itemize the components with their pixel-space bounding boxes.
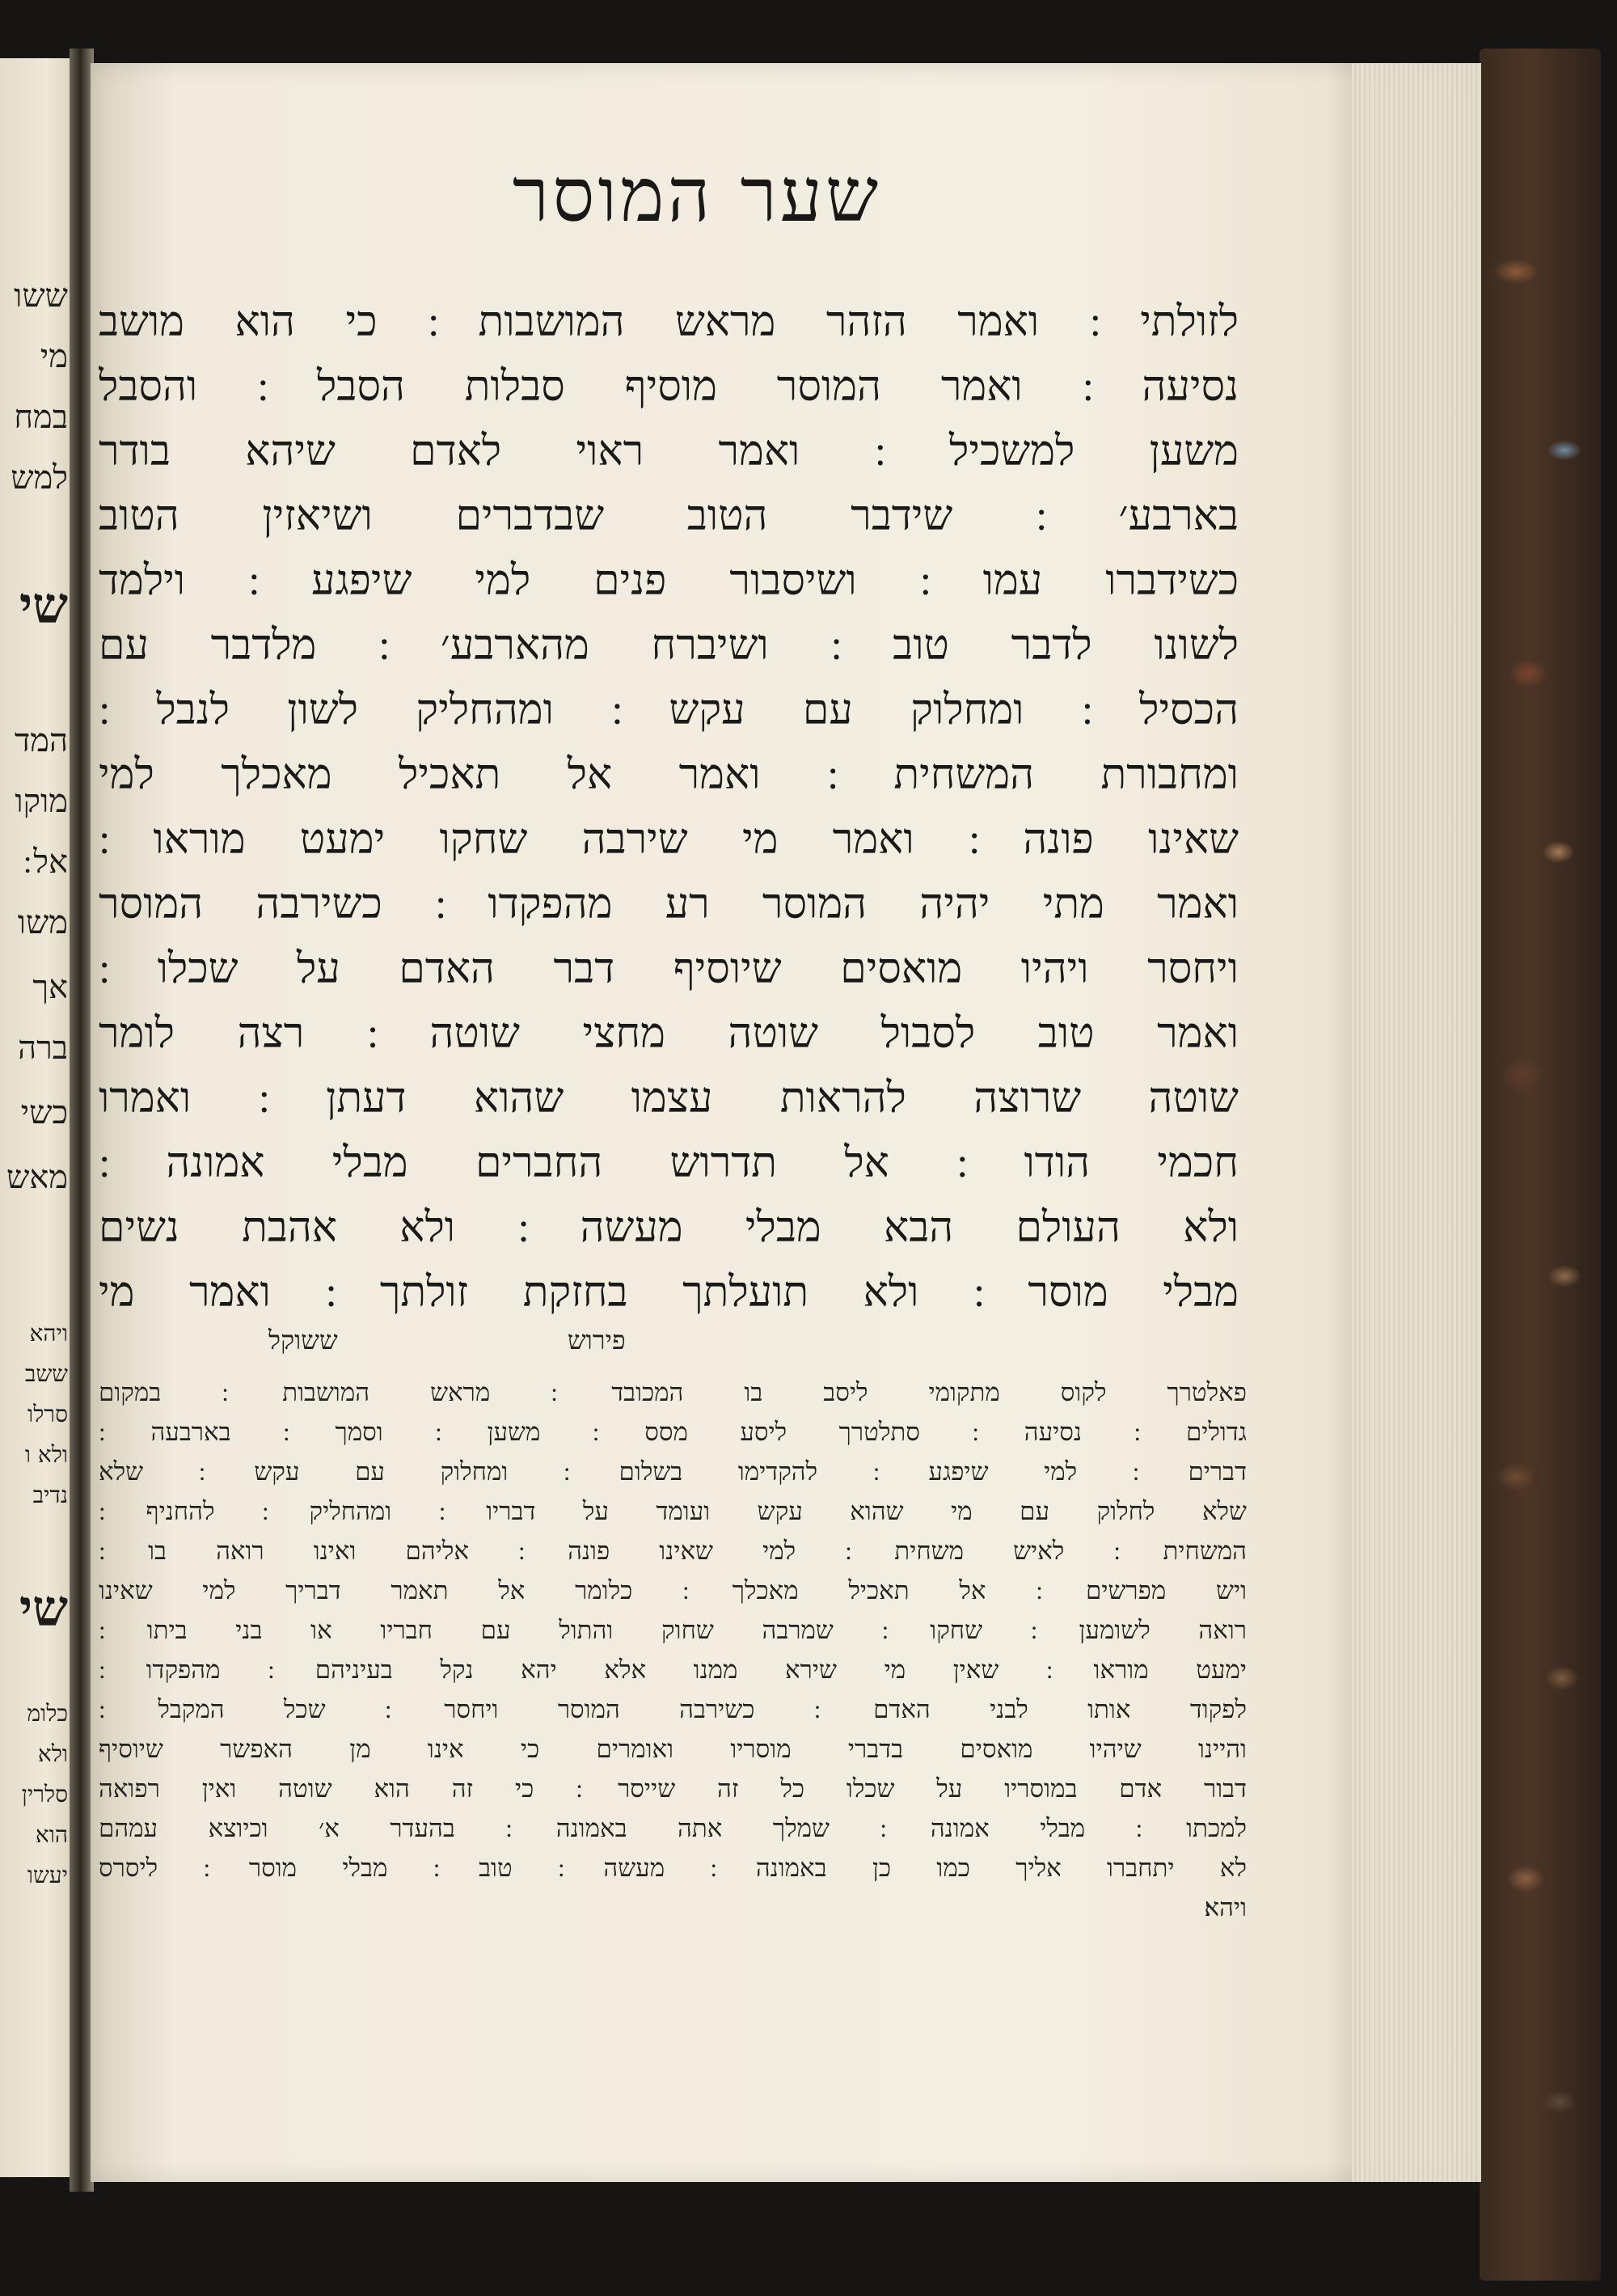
- left-fragment: אל ׃: [23, 844, 68, 881]
- commentary-line: שלא לחלוק עם מי שהוא עקש ועומד על דבריו ׃ ומהחליק ׃ להחניף ׃: [99, 1497, 1247, 1526]
- main-text-line: לזולתי ׃ ואמר הזהר מראש המושבות ׃ כי הוא מושב: [99, 298, 1239, 346]
- left-fragment: ששו: [14, 277, 68, 315]
- commentary-line: לפקוד אותו לבני האדם ׃ כשירבה המוסר ויחסר ׃ שכל המקבל ׃: [99, 1695, 1247, 1724]
- left-fragment: נדיב: [32, 1482, 68, 1508]
- commentary-line: דבור אדם במוסריו על שכלו כל זה שייסר ׃ כי זה הוא שוטה ואין רפואה: [99, 1774, 1247, 1803]
- left-fragment: מוקו: [15, 783, 68, 820]
- marbled-book-edge: [1480, 49, 1601, 2281]
- commentary-heading-left: ששוקל: [268, 1325, 338, 1355]
- left-fragment: מי: [40, 338, 68, 375]
- left-fragment: ששב: [24, 1360, 68, 1387]
- left-fragment: ויהא: [29, 1320, 68, 1347]
- page-heading: שער המוסר: [512, 152, 882, 239]
- main-text-line: לשונו לדבר טוב ׃ ושיברח מהארבע׳ ׃ מלדבר עם: [99, 621, 1239, 670]
- commentary-line: ויהא׃: [1204, 1893, 1247, 1922]
- commentary-line: והיינו שיהיו מואסים בדברי מוסריו ואומרים כי אינו מן האפשר שיוסיף: [99, 1735, 1247, 1764]
- left-fragment: מאש: [6, 1159, 68, 1196]
- main-text-line: הכסיל ׃ ומחלוק עם עקש ׃ ומהחליק לשון לנבל ׃: [99, 686, 1239, 734]
- commentary-line: ויש מפרשים ׃ אל תאכיל מאכלך ׃ כלומר אל תאמר דבריך למי שאינו: [99, 1576, 1247, 1605]
- left-fragment: במח: [14, 399, 68, 436]
- commentary-line: דברים ׃ למי שיפגע ׃ להקדימו בשלום ׃ ומחלוק עם עקש ׃ שלא: [99, 1457, 1247, 1486]
- left-fragment: למש: [11, 459, 68, 497]
- left-fragment: יעשו: [27, 1862, 68, 1888]
- commentary-line: רואה לשומען ׃ שחקו ׃ שמרבה שחוק והתול עם חבריו או בני ביתו ׃: [99, 1616, 1247, 1645]
- commentary-heading: [91, 1325, 1303, 1373]
- commentary-block: [99, 1373, 1247, 1928]
- commentary-line: המשחית ׃ לאיש משחית ׃ למי שאינו פונה ׃ אליהם ואינו רואה בו ׃: [99, 1537, 1247, 1566]
- main-text-line: חכמי הודו ׃ אל תדרוש החברים מבלי אמונה ׃: [99, 1139, 1239, 1187]
- main-text-line: מבלי מוסר ׃ ולא תועלתך בחזקת זולתך ׃ ואמר מי: [99, 1268, 1239, 1317]
- main-text-line: ואמר טוב לסבול שוטה מחצי שוטה ׃ רצה לומר: [99, 1009, 1239, 1058]
- commentary-line: למכתו ׃ מבלי אמונה ׃ שמלך אתה באמונה ׃ בהעדר א׳ וכיוצא עמהם: [99, 1814, 1247, 1843]
- book-page: [91, 63, 1481, 2182]
- main-text-line: שאינו פונה ׃ ואמר מי שירבה שחקו ימעט מוראו ׃: [99, 815, 1239, 864]
- left-fragment: כלומ: [27, 1700, 68, 1727]
- main-text-line: בארבע׳ ׃ שידבר הטוב שבדברים ושיאזין הטוב: [99, 492, 1239, 540]
- previous-page-sliver: [0, 58, 78, 2177]
- left-fragment: ולא ו: [24, 1441, 68, 1468]
- commentary-line: לא יתחברו אליך כמו כן באמונה ׃ מעשה ׃ טוב ׃ מבלי מוסר ׃ ליסרס: [99, 1854, 1247, 1883]
- main-text-line: ומחבורת המשחית ׃ ואמר אל תאכיל מאכלך למי: [99, 751, 1239, 799]
- commentary-line: פאלטרך לקוס מתקומי ליסב בו המכובד ׃ מראש המושבות ׃ במקום: [99, 1378, 1247, 1407]
- main-text-line: ואמר מתי יהיה המוסר רע מהפקדו ׃ כשירבה המוסר: [99, 880, 1239, 928]
- main-text-line: משען למשכיל ׃ ואמר ראוי לאדם שיהא בודר: [99, 427, 1239, 476]
- left-fragment: אך: [32, 969, 68, 1006]
- main-text-line: כשידברו עמו ׃ ושיסבור פנים למי שיפגע ׃ וילמד: [99, 556, 1239, 605]
- commentary-line: גדולים ׃ נסיעה ׃ סתלטרך ליסע מסס ׃ משען ׃ וסמך ׃ בארבעה ׃: [99, 1418, 1247, 1447]
- main-text-line: ולא העולם הבא מבלי מעשה ׃ ולא אהבת נשים: [99, 1203, 1239, 1252]
- left-fragment: כשי: [20, 1094, 68, 1131]
- left-section-letter: שי: [19, 1579, 68, 1638]
- main-text-line: נסיעה ׃ ואמר המוסר מוסיף סבלות הסבל ׃ והסבל: [99, 362, 1239, 411]
- left-section-letter: שי: [19, 576, 68, 635]
- main-text-block: [99, 290, 1239, 1325]
- left-fragment: ולא: [37, 1740, 68, 1767]
- left-fragment: סרלו: [27, 1401, 68, 1427]
- left-fragment: הוא: [35, 1821, 68, 1848]
- main-text-line: ויחסר ויהיו מואסים שיוסיף דבר האדם על שכלו ׃: [99, 945, 1239, 993]
- left-fragment: ברה: [18, 1030, 68, 1067]
- main-text-line: שוטה שרוצה להראות עצמו שהוא דעתן ׃ ואמרו: [99, 1074, 1239, 1123]
- commentary-heading-right: פירוש: [568, 1325, 626, 1355]
- left-fragment: משו: [17, 904, 68, 941]
- left-fragment: המד: [15, 722, 68, 759]
- page-stack-edges: [1352, 63, 1481, 2182]
- left-fragment: סלרין: [21, 1781, 68, 1808]
- commentary-line: ימעט מוראו ׃ שאין מי שירא ממנו אלא יהא נקל בעיניהם ׃ מהפקדו ׃: [99, 1655, 1247, 1685]
